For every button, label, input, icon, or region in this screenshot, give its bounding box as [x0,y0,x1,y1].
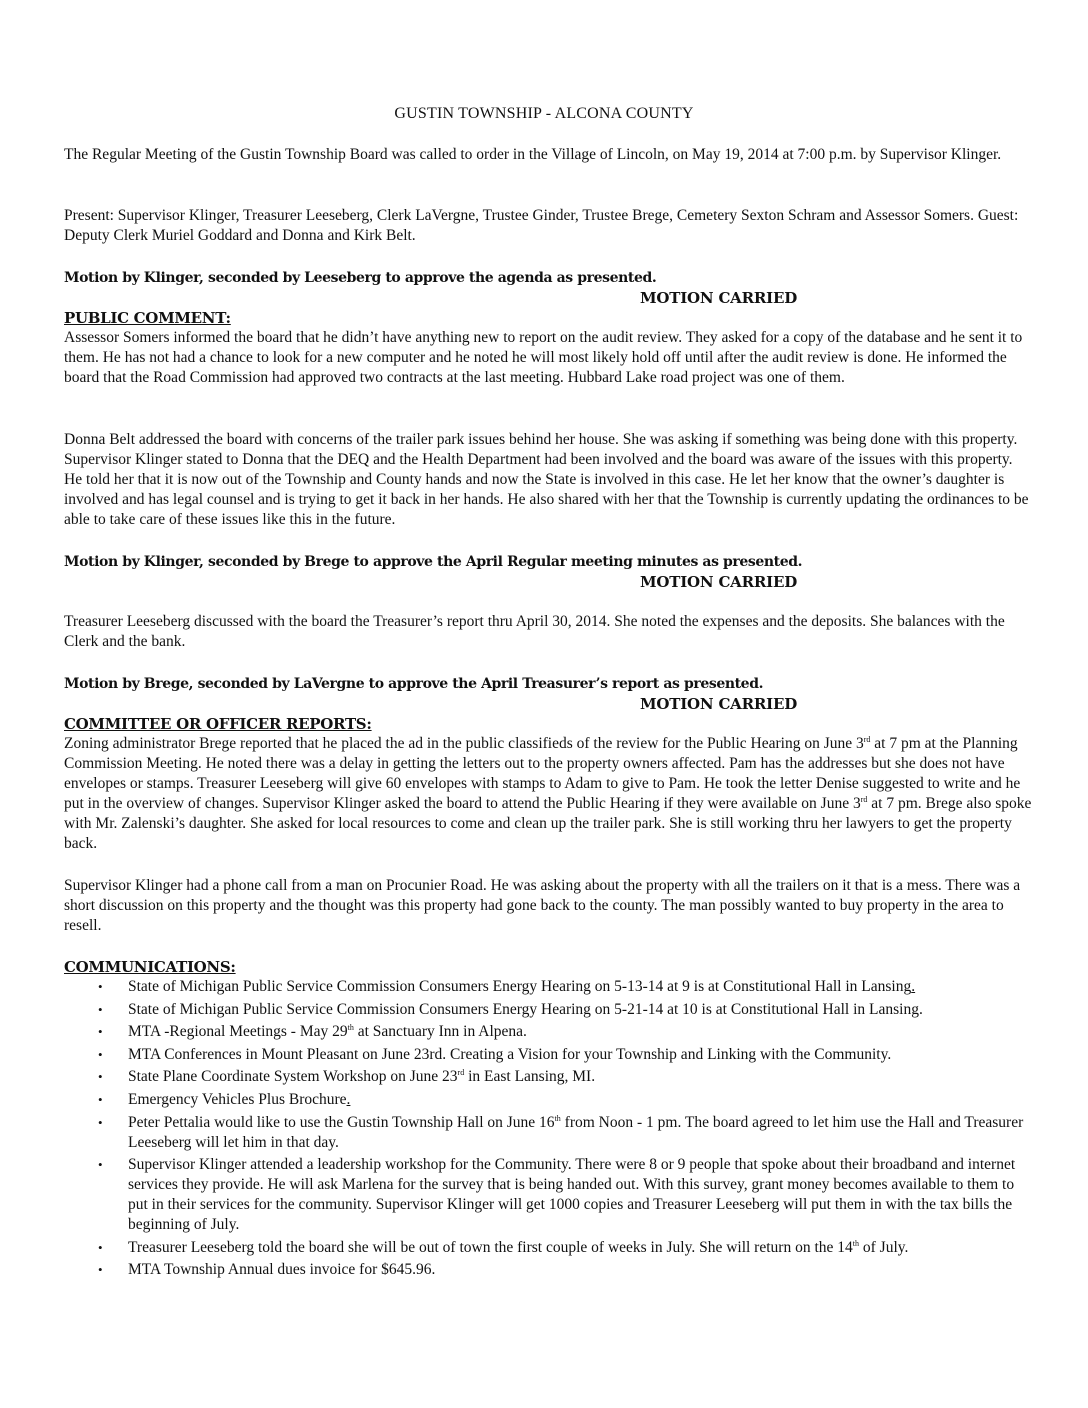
committee-paragraph-2: Supervisor Klinger had a phone call from a man on Procunier Road. He was asking about the property with all the trailers on it that is a mess. There was a short discussion on this property and the thought was this property had gone back to the county. The man possibly wanted to buy property in the area to resell. [64,877,1021,934]
motion-carried-2: MOTION CARRIED [640,573,798,591]
treasurer-report-paragraph: Treasurer Leeseberg discussed with the board the Treasurer’s report thru April 30, 2014. She noted the expenses and the deposits. She balances with the Clerk and the bank. [64,613,1005,650]
bullet-icon: • [98,1157,103,1173]
communications-heading: COMMUNICATIONS: [64,958,236,976]
public-comment-paragraph-1: Assessor Somers informed the board that he didn’t have anything new to report on the audit review. They asked for a copy of the database and he sent it to them. He has not had a chance to look for a new computer and he noted he will most likely hold off until after the audit review is done. He informed the board that the Road Commission had approved two contracts at the last meeting. Hubbard Lake road project was one of them. [64,329,1023,386]
list-item: • Treasurer Leeseberg told the board she will be out of town the first couple of weeks in July. She will return on the 14th of July. [98,1238,909,1256]
list-item: • Emergency Vehicles Plus Brochure. [98,1090,351,1108]
list-item: • State of Michigan Public Service Commission Consumers Energy Hearing on 5-13-14 at 9 is at Constitutional Hall in Lansing. [98,978,916,995]
intro-paragraph: The Regular Meeting of the Gustin Township Board was called to order in the Village of Lincoln, on May 19, 2014 at 7:00 p.m. by Supervisor Klinger. [64,146,1002,163]
bullet-icon: • [98,1114,103,1130]
motion-agenda: Motion by Klinger, seconded by Leeseberg to approve the agenda as presented. [64,270,657,286]
committee-reports-heading: COMMITTEE OR OFFICER REPORTS: [64,715,372,733]
bullet-icon: • [98,1069,103,1085]
list-item: • State of Michigan Public Service Commission Consumers Energy Hearing on 5-21-14 at 10 is at Constitutional Hall in Lansing. [98,1000,923,1018]
list-item: • MTA -Regional Meetings - May 29th at Sanctuary Inn in Alpena. [98,1023,527,1041]
document-title: GUSTIN TOWNSHIP - ALCONA COUNTY [394,105,694,122]
bullet-icon: • [98,1262,103,1278]
bullet-icon: • [98,1091,103,1107]
list-item: • State Plane Coordinate System Workshop on June 23rd in East Lansing, MI. [98,1068,596,1086]
motion-carried-1: MOTION CARRIED [640,289,798,307]
bullet-icon: • [98,1024,103,1040]
motion-treasurer-report: Motion by Brege, seconded by LaVergne to approve the April Treasurer’s report as presented. [64,676,764,692]
list-item: • Peter Pettalia would like to use the Gustin Township Hall on June 16th from Noon - 1 pm. The board agreed to let him use the Hall and Treasurer Leeseberg will let him in that day. [98,1113,1024,1151]
communications-list [64,977,1032,1283]
list-item: • MTA Conferences in Mount Pleasant on June 23rd. Creating a Vision for your Township and Linking with the Community. [98,1045,892,1063]
list-item: • MTA Township Annual dues invoice for $645.96. [98,1261,436,1279]
committee-paragraph-1: Zoning administrator Brege reported that he placed the ad in the public classifieds of the review for the Public Hearing on June 3rd at 7 pm at the Planning Commission Meeting. He noted there was a delay in getting the letters out to the property owners affected. Pam has the addresses but she does not have envelopes or stamps. Treasurer Leeseberg will give 60 envelopes with stamps to Adam to give to Pam. He took the letter Denise suggested to write and he put in the overview of changes. Supervisor Klinger asked the board to attend the Public Hearing if they were available on June 3rd at 7 pm. Brege also spoke with Mr. Zalenski’s daughter. She asked for local resources to come and clean up the trailer park. She is still working thru her lawyers to get the property back. [64,734,1032,852]
bullet-icon: • [98,1046,103,1062]
bullet-icon: • [98,1239,103,1255]
present-paragraph: Present: Supervisor Klinger, Treasurer Leeseberg, Clerk LaVergne, Trustee Ginder, Trustee Brege, Cemetery Sexton Schram and Assessor Somers. Guest: Deputy Clerk Muriel Goddard and Donna and Kirk Belt. [64,207,1019,244]
bullet-icon: • [98,979,103,994]
bullet-icon: • [98,1001,103,1017]
motion-minutes: Motion by Klinger, seconded by Brege to approve the April Regular meeting minutes as presented. [64,554,803,570]
public-comment-paragraph-2: Donna Belt addressed the board with concerns of the trailer park issues behind her house. She was asking if something was being done with this property. Supervisor Klinger stated to Donna that the DEQ and the Health Department had been involved and the board was aware of the issues with this property. He told her that it is now out of the Township and County hands and now the State is involved in this case. He let her know that the owner’s daughter is involved and has legal counsel and is trying to get it back in her hands. He also shared with her that the Township is currently updating the ordinances to be able to take care of these issues like this in the future. [64,431,1029,528]
public-comment-heading: PUBLIC COMMENT: [64,309,231,327]
list-item: • Supervisor Klinger attended a leadership workshop for the Community. There were 8 or 9 people that spoke about their broadband and internet services they provide. He will ask Marlena for the survey that is being handed out. With this survey, grant money becomes available to them to put in their services for the community. Supervisor Klinger will get 1000 copies and Treasurer Leeseberg will put them in with the tax bills the beginning of July. [98,1156,1016,1234]
motion-carried-3: MOTION CARRIED [640,695,798,713]
